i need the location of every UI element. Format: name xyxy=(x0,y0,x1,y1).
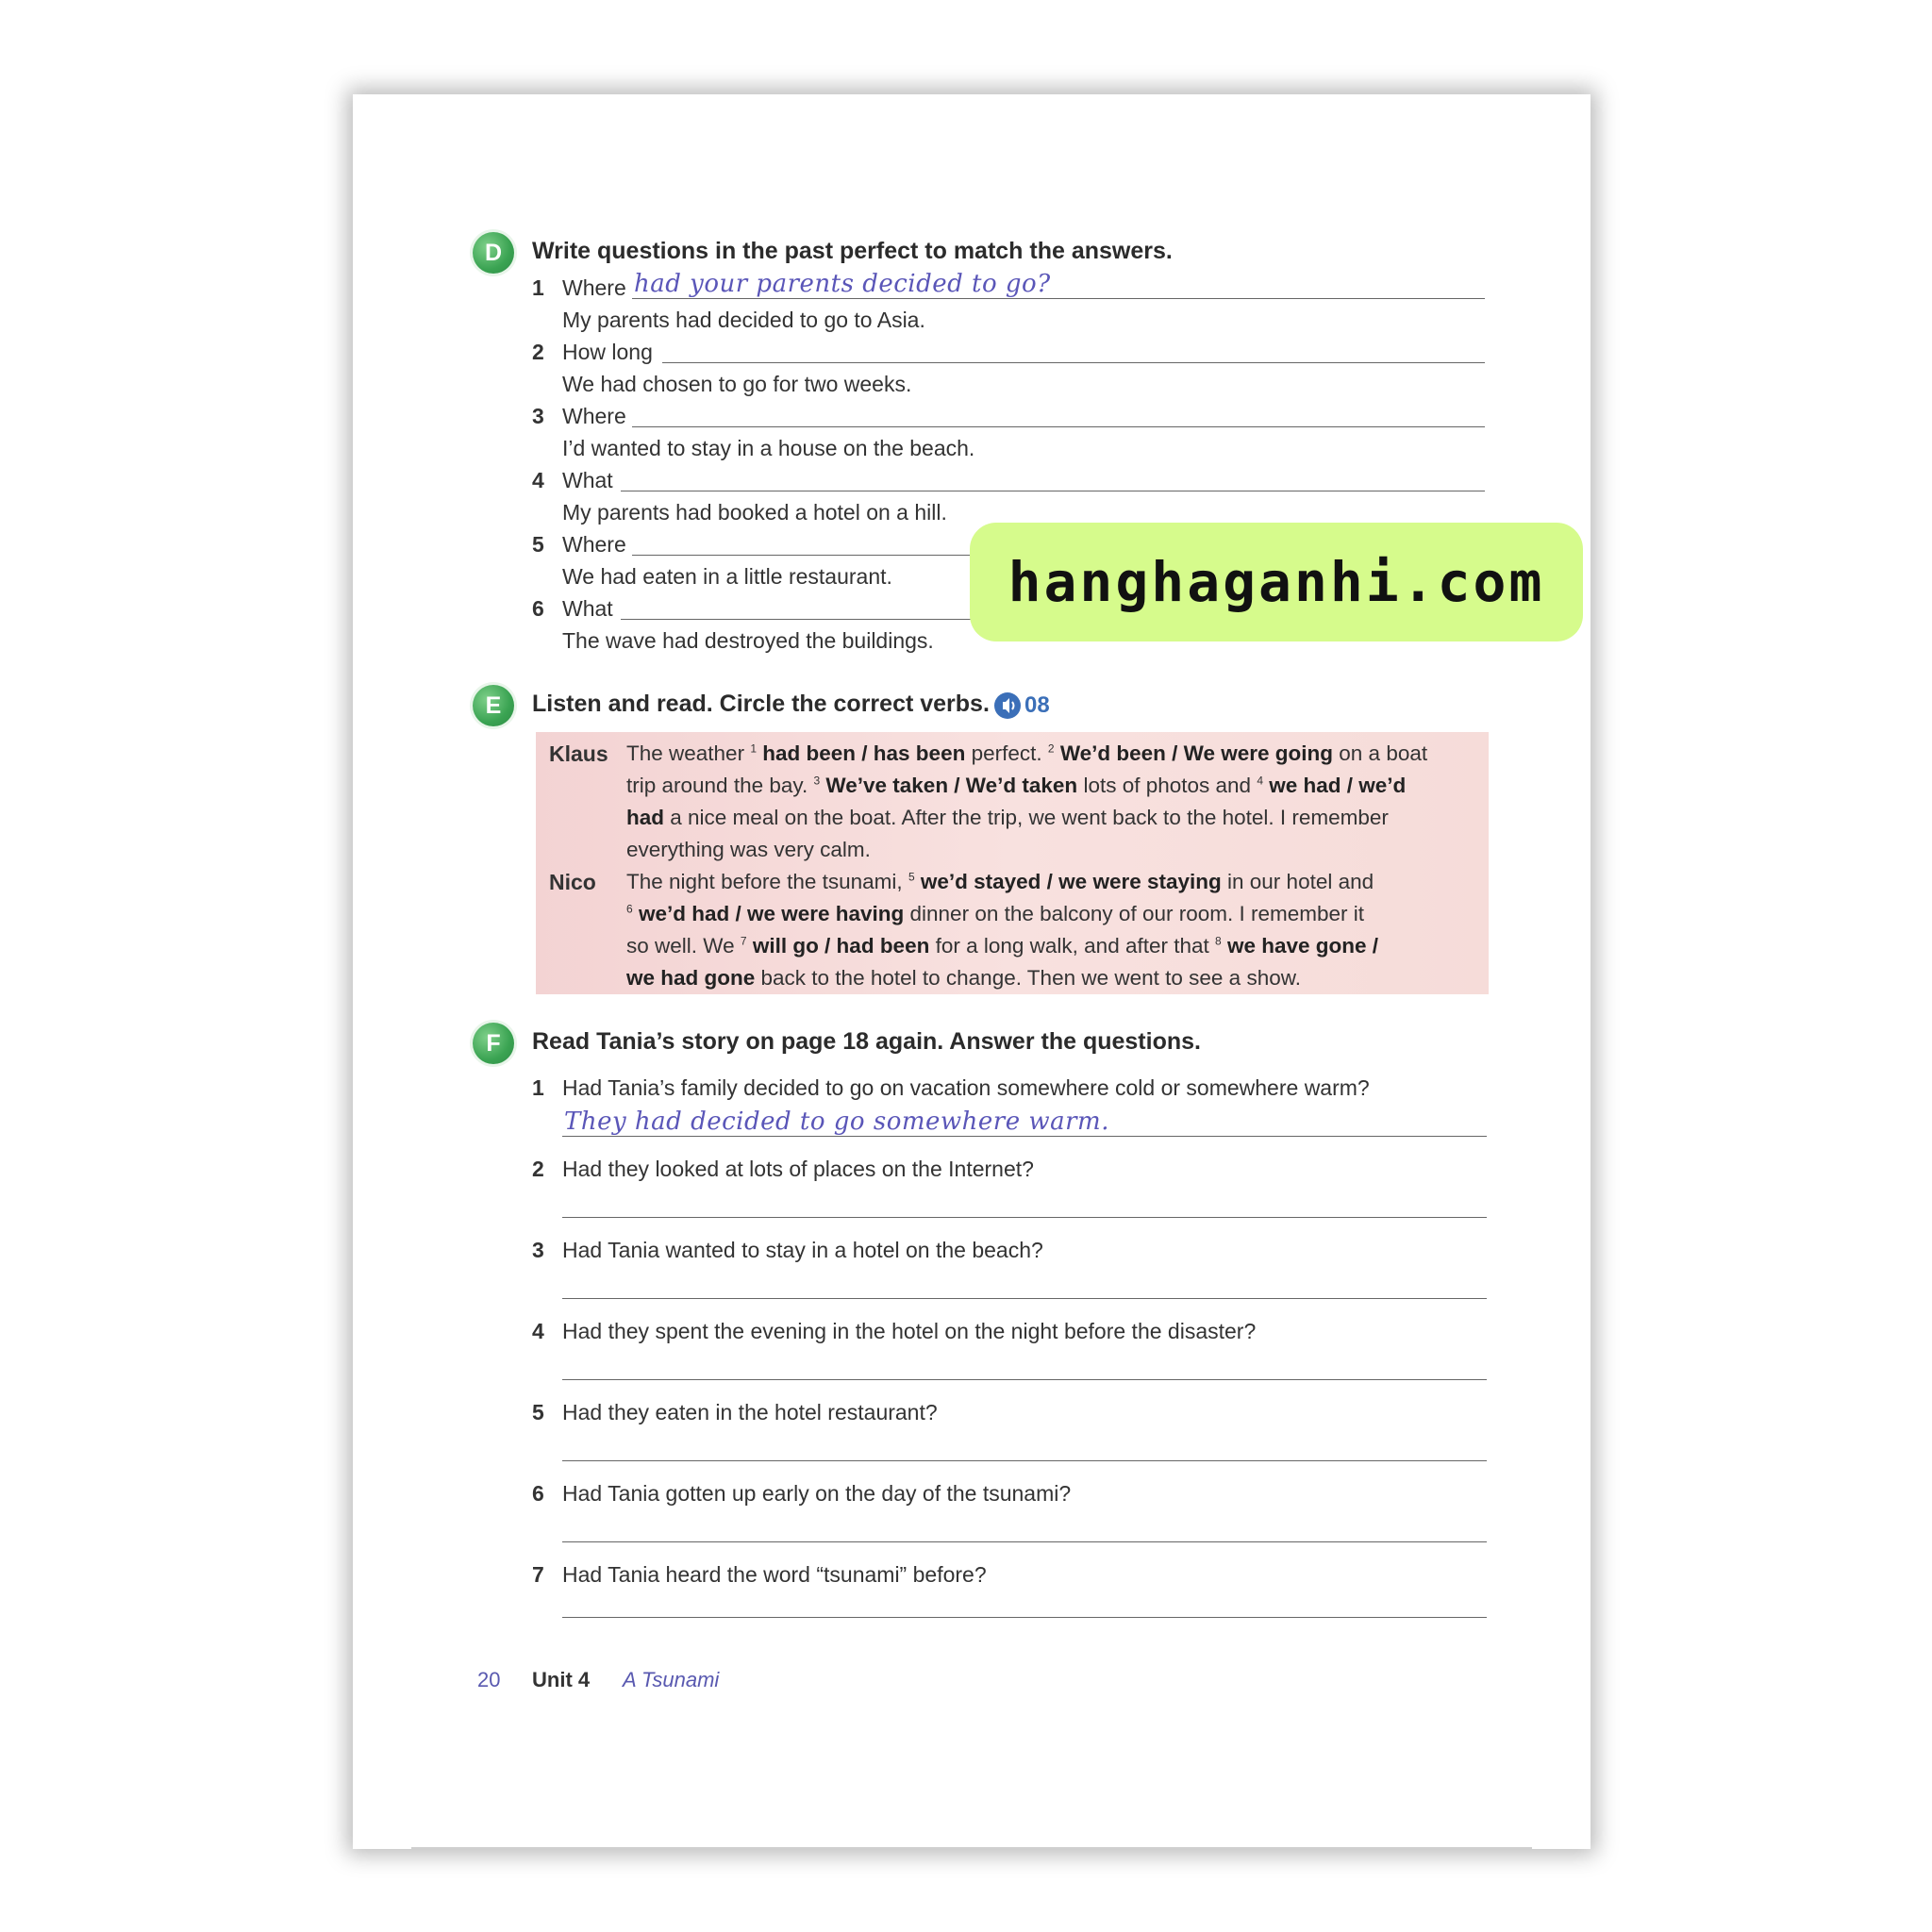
dialogue-text: The night before the tsunami, xyxy=(626,870,908,893)
blank-number: 6 xyxy=(626,902,633,916)
item-number: 4 xyxy=(532,468,544,492)
dialogue-text: lots of photos and xyxy=(1077,774,1257,797)
given-answer: We had chosen to go for two weeks. xyxy=(562,372,912,396)
dialogue-line xyxy=(626,870,1374,894)
blank-number: 7 xyxy=(740,934,747,948)
blank-number: 5 xyxy=(908,870,915,884)
verb-option[interactable]: had been / has been xyxy=(757,741,966,765)
answer-line[interactable] xyxy=(562,1460,1487,1461)
item-number: 5 xyxy=(532,1400,544,1424)
verb-option[interactable]: will go / had been xyxy=(746,934,930,958)
answer-line[interactable] xyxy=(562,1541,1487,1542)
question-prompt: What xyxy=(562,596,613,621)
dialogue-text: back to the hotel to change. Then we went to see a show. xyxy=(755,966,1301,990)
question-text: Had they spent the evening in the hotel on the night before the disaster? xyxy=(562,1319,1257,1343)
question-prompt: Where xyxy=(562,404,626,428)
answer-line[interactable] xyxy=(662,362,1485,363)
dialogue-text: for a long walk, and after that xyxy=(929,934,1216,958)
item-number: 1 xyxy=(532,1075,544,1100)
given-answer: We had eaten in a little restaurant. xyxy=(562,564,892,589)
speaker-klaus: Klaus xyxy=(549,741,608,766)
workbook-page xyxy=(353,94,1591,1849)
item-number: 1 xyxy=(532,275,544,300)
section-f-heading: Read Tania’s story on page 18 again. Answer the questions. xyxy=(532,1028,1201,1055)
page-bottom-divider xyxy=(411,1847,1532,1849)
dialogue-text: on a boat xyxy=(1333,741,1428,765)
section-f-badge: F xyxy=(473,1023,514,1064)
dialogue-text: perfect. xyxy=(965,741,1048,765)
answer-line[interactable] xyxy=(562,1298,1487,1299)
section-e-badge: E xyxy=(473,685,514,726)
verb-option[interactable]: had xyxy=(626,806,665,829)
section-e-heading: Listen and read. Circle the correct verbs. xyxy=(532,691,990,717)
given-answer: I’d wanted to stay in a house on the beach. xyxy=(562,436,975,460)
verb-option[interactable]: we have gone / xyxy=(1221,934,1379,958)
question-prompt: Where xyxy=(562,275,626,300)
answer-line[interactable] xyxy=(632,298,1485,299)
question-text: Had they eaten in the hotel restaurant? xyxy=(562,1400,938,1424)
item-number: 3 xyxy=(532,1238,544,1262)
question-prompt: What xyxy=(562,468,613,492)
verb-option[interactable]: we’d had / we were having xyxy=(632,902,905,925)
question-text: Had Tania heard the word “tsunami” before? xyxy=(562,1562,987,1587)
dialogue-line xyxy=(626,741,1427,766)
item-number: 7 xyxy=(532,1562,544,1587)
given-answer: My parents had decided to go to Asia. xyxy=(562,308,925,332)
dialogue-text: dinner on the balcony of our room. I remember it xyxy=(904,902,1365,925)
verb-option[interactable]: We’ve taken / We’d taken xyxy=(820,774,1078,797)
verb-option[interactable]: we had gone xyxy=(626,966,756,990)
speaker-nico: Nico xyxy=(549,870,596,894)
answer-line[interactable] xyxy=(562,1379,1487,1380)
dialogue-text: a nice meal on the boat. After the trip, we went back to the hotel. I remember xyxy=(664,806,1389,829)
item-number: 6 xyxy=(532,1481,544,1506)
blank-number: 3 xyxy=(813,774,821,788)
given-answer: My parents had booked a hotel on a hill. xyxy=(562,500,947,525)
dialogue-line xyxy=(626,966,1301,991)
blank-number: 4 xyxy=(1257,774,1264,788)
given-answer: The wave had destroyed the buildings. xyxy=(562,628,934,653)
question-text: Had Tania’s family decided to go on vacation somewhere cold or somewhere warm? xyxy=(562,1075,1370,1100)
dialogue-line xyxy=(626,774,1406,798)
blank-number: 8 xyxy=(1215,934,1222,948)
handwritten-answer: had your parents decided to go? xyxy=(634,270,1051,298)
verb-option[interactable]: We’d been / We were going xyxy=(1054,741,1334,765)
question-prompt: Where xyxy=(562,532,626,557)
handwritten-answer: They had decided to go somewhere warm. xyxy=(564,1108,1109,1136)
audio-track-number[interactable]: 08 xyxy=(1024,692,1050,718)
item-number: 4 xyxy=(532,1319,544,1343)
unit-label: Unit 4 xyxy=(532,1668,591,1691)
dialogue-line xyxy=(626,806,1389,830)
answer-line[interactable] xyxy=(562,1217,1487,1218)
question-text: Had Tania gotten up early on the day of the tsunami? xyxy=(562,1481,1072,1506)
blank-number: 1 xyxy=(750,741,758,756)
dialogue-line xyxy=(626,838,871,862)
verb-option[interactable]: we’d stayed / we were staying xyxy=(914,870,1222,893)
page-number: 20 xyxy=(477,1668,501,1691)
section-d-heading: Write questions in the past perfect to match the answers. xyxy=(532,238,1173,264)
unit-title: A Tsunami xyxy=(623,1668,720,1691)
dialogue-text: everything was very calm. xyxy=(626,838,871,861)
question-text: Had Tania wanted to stay in a hotel on the beach? xyxy=(562,1238,1043,1262)
verb-option[interactable]: we had / we’d xyxy=(1263,774,1407,797)
dialogue-text: trip around the bay. xyxy=(626,774,814,797)
blank-number: 2 xyxy=(1047,741,1055,756)
audio-icon[interactable] xyxy=(994,692,1021,719)
dialogue-text: The weather xyxy=(626,741,751,765)
item-number: 3 xyxy=(532,404,544,428)
dialogue-text: so well. We xyxy=(626,934,741,958)
question-prompt: How long xyxy=(562,340,653,364)
item-number: 6 xyxy=(532,596,544,621)
item-number: 2 xyxy=(532,340,544,364)
item-number: 5 xyxy=(532,532,544,557)
watermark-label: hanghaganhi.com xyxy=(970,523,1583,641)
item-number: 2 xyxy=(532,1157,544,1181)
answer-line[interactable] xyxy=(632,426,1485,427)
dialogue-line xyxy=(626,902,1364,926)
dialogue-text: in our hotel and xyxy=(1221,870,1374,893)
answer-line[interactable] xyxy=(562,1617,1487,1618)
section-d-badge: D xyxy=(473,232,514,274)
answer-line[interactable] xyxy=(562,1136,1487,1137)
question-text: Had they looked at lots of places on the Internet? xyxy=(562,1157,1034,1181)
dialogue-line xyxy=(626,934,1378,958)
